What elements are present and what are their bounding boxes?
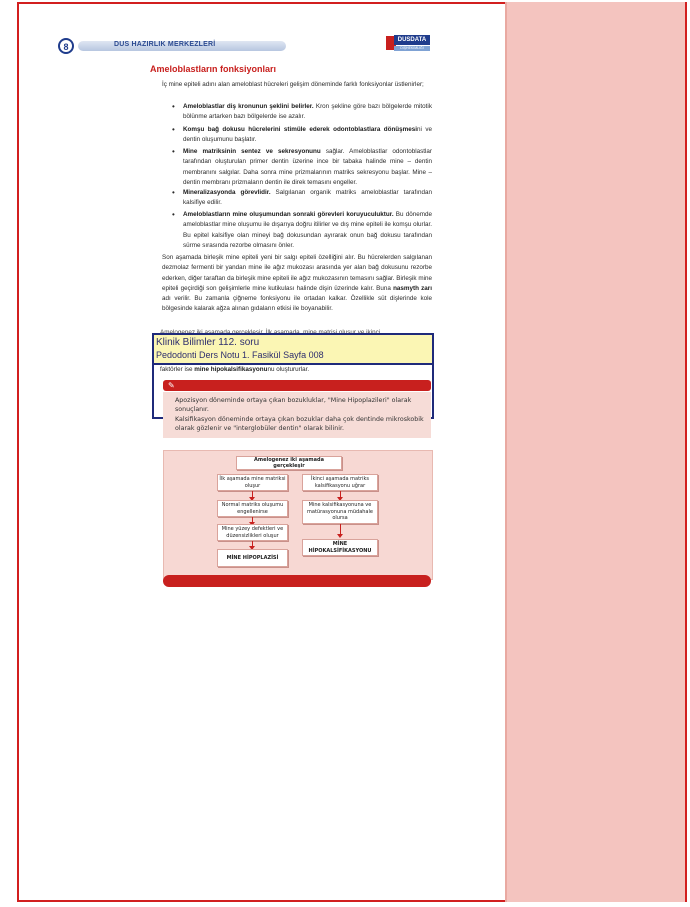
note-header-bar [163, 380, 431, 391]
bullet-item: • Ameloblastlar diş kronunun şeklini belirler. Kron şekline göre bazı bölgelerde mitotik bölünme artarken bazı bölgelerde ise azalır. [172, 102, 432, 121]
bullet-bold: Ameloblastlar diş kronunun şeklini belirler. [183, 103, 314, 110]
overlay-title: Klinik Bilimler 112. soru [156, 337, 260, 348]
logo-text: DUSDATA [394, 35, 430, 45]
paragraph-pre: Son aşamada birleşik mine epiteli yeni bir salgı epiteli özelliğini alır. Bu hücrelerden salgılanan dezmolaz fermenti bir yandan mine ile ağız mukozası arasında yer alan bağ dokusunu rezorbe ederken, diğer taraftan da birleşik mine epiteli ile ağız mukozasının temasını sağlar. Birleşik mine epiteli geçirdiği son gelişimlerle mine kutikulası halinde dişin üzerinde kalır. Buna [162, 254, 432, 292]
diagram-box-left-3: Mine yüzey defektleri ve düzensizlikleri oluşur [217, 524, 288, 541]
note-line-1: Apozisyon döneminde ortaya çıkan bozukluklar, "Mine Hipoplazileri" olarak sonuçlanır. [175, 397, 412, 413]
article-title: Ameloblastların fonksiyonları [150, 64, 277, 74]
note-line-2: Kalsifikasyon döneminde ortaya çıkan bozuklar daha çok dentinde mikroskobik olarak gözlenir ve "interglobüler dentin" olarak bilinir. [175, 416, 424, 432]
bullet-bold: Mineralizasyonda görevlidir. [183, 189, 271, 196]
bullet-bold: Ameloblastların mine oluşumundan sonraki görevleri koruyuculuktur. [183, 211, 394, 218]
line-post: nu oluştururlar. [267, 366, 310, 373]
diagram-arrow [252, 517, 253, 522]
page-header [58, 38, 430, 52]
side-panel [505, 2, 685, 902]
diagram-arrow [340, 491, 341, 497]
bullet-item: • Mineralizasyonda görevlidir. Salgılanan organik matriks ameloblastlar tarafından kalsifiye edilir. [172, 188, 432, 207]
bullet-bold: Komşu bağ dokusu hücrelerini stimüle ederek odontoblastlara dönüşmesi [183, 126, 417, 133]
page-number: 8 [58, 38, 74, 54]
line-pre: faktörler ise [160, 366, 195, 373]
body-paragraph [162, 253, 432, 315]
section-label: DUS HAZIRLIK MERKEZLERİ [114, 41, 216, 48]
bullet-item: • Komşu bağ dokusu hücrelerini stimüle ederek odontoblastlara dönüşmesini ve dentin oluşumunu başlatır. [172, 125, 432, 144]
bullet-item: • Ameloblastların mine oluşumundan sonraki görevleri koruyuculuktur. Bu dönemde ameloblastlar mine oluşumu ile dışarıya doğru itilirler ve dış mine epiteli ile komşu olurlar. Bu epitel kalsifiye olan mineyi bağ dokusundan ayırarak onun bağ dokusu tarafından sürme sırasında rezorbe olmasını önler. [172, 210, 432, 249]
diagram-box-left-2: Normal matriks oluşumu engellenirse [217, 500, 288, 517]
logo-subtext: DIŞHEKİMLİĞİ HAZIRLIK [394, 46, 430, 51]
brand-logo [386, 34, 432, 54]
overlay-subtitle: Pedodonti Ders Notu 1. Fasikül Sayfa 008 [156, 350, 324, 360]
diagram-box-right-2: Mine kalsifikasyonuna ve matürasyonuna müdahale olursa [302, 500, 378, 524]
diagram-arrow [252, 491, 253, 497]
intro-paragraph: İç mine epiteli adını alan ameloblast hücreleri gelişim döneminde farklı fonksiyonlar üstlenirler; [162, 81, 424, 88]
bullet-text: ni ve dentin oluşumunu başlatır. [183, 126, 432, 144]
bullet-text: Bu dönemde ameloblastlar mine oluşumu ile dışarıya doğru itilirler ve dış mine epiteli ile komşu olurlar. Bu epitel kalsifiye olan mineyi bağ dokusundan ayırarak onun bağ dokusu tarafından sürme sırasında rezorbe olmasını önler. [183, 211, 432, 249]
diagram-box-left-4: MİNE HİPOPLAZİSİ [217, 549, 288, 567]
diagram-arrow [252, 541, 253, 546]
diagram-box-left-1: İlk aşamada mine matriksi oluşur [217, 474, 288, 491]
bullet-text: sağlar. Ameloblastlar odontoblastlar tarafından oluşturulan primer dentin üzerine ince bir tabaka halinde mine – dentin membranını salgılar. Daha sonra mine prizmalarının matriks sekresyonu başlar. Mine – dentin membranı prizmaların dentin ile direk temasını engeller. [183, 148, 432, 186]
diagram-box-right-1: İkinci aşamada matriks kalsifikasyonu uğrar [302, 474, 378, 491]
paragraph-post: adı verilir. Bu zamanla çiğneme fonksiyonu ile ortadan kalkar. Özellikle süt dişlerinde kole bölgesinde kalarak ağza alınan gıdaların etkisi ile boyanabilir. [162, 295, 432, 313]
diagram-footer-bar [163, 575, 431, 587]
bullet-item: • Mine matriksinin sentez ve sekresyonunu sağlar. Ameloblastlar odontoblastlar tarafından oluşturulan primer dentin üzerine ince bir tabaka halinde mine – dentin membranını salgılar. Daha sonra mine prizmalarının matriks sekresyonu başlar. Mine – dentin membranı prizmaların dentin ile direk temasını engeller. [172, 147, 432, 186]
bullet-bold: Mine matriksinin sentez ve sekresyonunu [183, 148, 321, 155]
diagram-box-right-3: MİNE HİPOKALSİFİKASYONU [302, 539, 378, 556]
hypocalcification-line [160, 366, 309, 373]
diagram-heading: Amelogenez iki aşamada gerçekleşir [236, 456, 342, 470]
line-bold: mine hipokalsifikasyonu [194, 366, 268, 373]
side-panel-edge [505, 2, 507, 902]
diagram-arrow [340, 524, 341, 534]
pencil-icon: ✎ [168, 381, 175, 390]
bullet-text: Kron şekline göre bazı bölgelerde mitotik bölünme artarken bazı bölgelerde ise azalır. [183, 103, 432, 121]
nasmyth-term: nasmyth zarı [393, 284, 433, 292]
bullet-text: Salgılanan organik matriks ameloblastlar tarafından kalsifiye edilir. [183, 189, 432, 207]
amelogenesis-diagram [163, 450, 433, 580]
